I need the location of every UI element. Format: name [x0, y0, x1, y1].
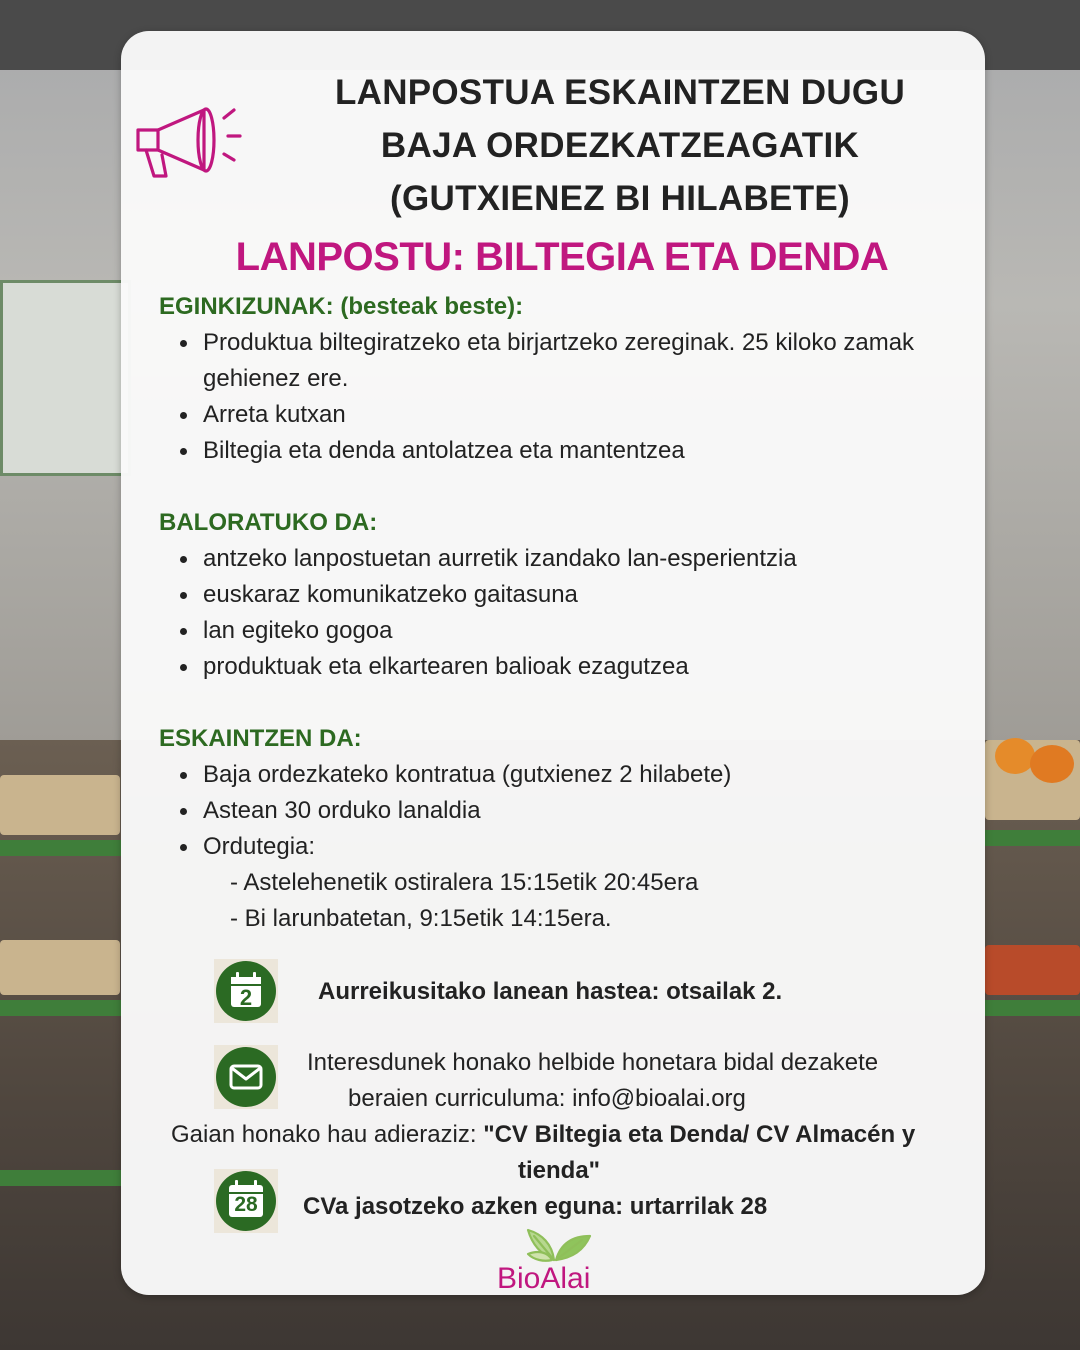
list-item: Baja ordezkateko kontratua (gutxienez 2 hilabete)	[180, 757, 940, 793]
list-item: produktuak eta elkartearen balioak ezagutzea	[180, 649, 940, 685]
list-item: Ordutegia:	[180, 829, 940, 865]
deadline-text: CVa jasotzeko azken eguna: urtarrilak 28	[303, 1193, 768, 1220]
subject-prefix: Gaian honako hau adieraziz:	[171, 1121, 484, 1148]
subject-value-continued: tienda"	[518, 1157, 601, 1184]
subject-line	[171, 1121, 915, 1149]
schedule-saturdays: - Bi larunbatetan, 9:15etik 14:15era.	[230, 905, 612, 932]
list-item: Biltegia eta denda antolatzea eta mantentzea	[180, 433, 940, 469]
background-fruit	[995, 738, 1035, 774]
envelope-icon	[214, 1045, 278, 1109]
background-fruit	[1030, 745, 1074, 783]
valued-list	[180, 541, 940, 685]
list-item: Arreta kutxan	[180, 397, 940, 433]
megaphone-icon	[132, 100, 242, 185]
section-heading-valued: BALORATUKO DA:	[159, 509, 378, 536]
contact-line-2: beraien curriculuma: info@bioalai.org	[348, 1085, 746, 1112]
subject-value: "CV Biltegia eta Denda/ CV Almacén y	[483, 1121, 916, 1148]
position-subtitle: LANPOSTU: BILTEGIA ETA DENDA	[235, 235, 889, 279]
start-date-text: Aurreikusitako lanean hastea: otsailak 2.	[318, 978, 783, 1005]
list-item: antzeko lanpostuetan aurretik izandako lan-esperientzia	[180, 541, 940, 577]
background-shelf	[985, 830, 1080, 846]
section-heading-offered: ESKAINTZEN DA:	[159, 725, 362, 752]
schedule-weekdays: - Astelehenetik ostiralera 15:15etik 20:45era	[230, 869, 699, 896]
title-line: LANPOSTUA ESKAINTZEN DUGU	[334, 73, 906, 112]
offered-list	[180, 757, 940, 865]
background-shelf	[0, 1170, 122, 1186]
section-heading-tasks: EGINKIZUNAK: (besteak beste):	[159, 293, 524, 320]
calendar-number: 2	[239, 985, 253, 1010]
background-crate	[0, 940, 120, 995]
background-shelf	[0, 840, 122, 856]
background-crate	[0, 775, 120, 835]
logo-part-2: Alai	[540, 1262, 591, 1295]
calendar-icon	[214, 959, 278, 1023]
calendar-icon	[214, 1169, 278, 1233]
list-item: euskaraz komunikatzeko gaitasuna	[180, 577, 940, 613]
background-shelf	[985, 1000, 1080, 1016]
title-line: (GUTXIENEZ BI HILABETE)	[390, 179, 850, 218]
list-item: Astean 30 orduko lanaldia	[180, 793, 940, 829]
list-item: lan egiteko gogoa	[180, 613, 940, 649]
background-shelf	[0, 1000, 122, 1016]
calendar-number: 28	[234, 1193, 258, 1216]
bioalai-logo	[497, 1262, 590, 1296]
background-poster	[0, 280, 131, 476]
title-line: BAJA ORDEZKATZEAGATIK	[380, 126, 860, 165]
logo-part-1: Bio	[497, 1262, 541, 1295]
list-item: Produktua biltegiratzeko eta birjartzeko zereginak. 25 kiloko zamak gehienez ere.	[180, 325, 940, 397]
tasks-list	[180, 325, 940, 469]
contact-line-1: Interesdunek honako helbide honetara bidal dezakete	[307, 1049, 879, 1076]
page-title	[300, 66, 940, 225]
background-crate	[985, 945, 1080, 995]
